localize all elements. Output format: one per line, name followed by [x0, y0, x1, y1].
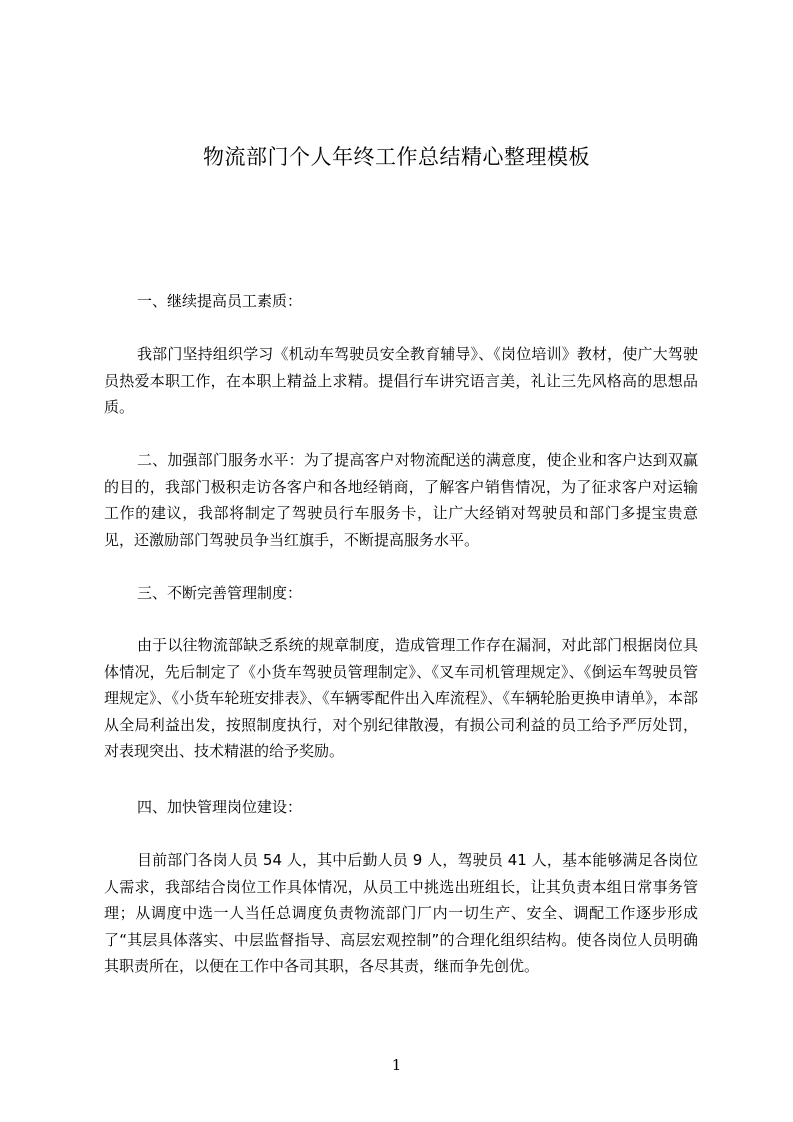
section-3-heading: 三、不断完善管理制度： [137, 584, 303, 602]
section-4-heading: 四、加快管理岗位建设： [137, 798, 303, 816]
document-title: 物流部门个人年终工作总结精心整理模板 [203, 145, 590, 169]
section-3-body: 由于以往物流部缺乏系统的规章制度，造成管理工作存在漏洞，对此部门根据岗位具体情况，先后制定了《小货车驾驶员管理制定》、《叉车司机管理规定》、《倒运车驾驶员管理规定》、《小货车轮班安排表》、《车辆零配件出入库流程》、《车辆轮胎更换申请单》，本部从全局利益出发，按照制度执行，对个别纪律散漫，有损公司利益的员工给予严厉处罚，对表现突出、技术精湛的给予奖励。 [104, 636, 698, 760]
page-number: 1 [391, 1056, 402, 1074]
section-2-body: 二、加强部门服务水平：为了提高客户对物流配送的满意度，使企业和客户达到双赢的目的，我部门极积走访各客户和各地经销商，了解客户销售情况，为了征求客户对运输工作的建议，我部将制定了驾驶员行车服务卡，让广大经销对驾驶员和部门多提宝贵意见，还激励部门驾驶员争当红旗手，不断提高服务水平。 [104, 451, 698, 549]
section-1-heading: 一、继续提高员工素质： [137, 292, 303, 310]
section-1-body: 我部门坚持组织学习《机动车驾驶员安全教育辅导》、《岗位培训》教材，使广大驾驶员热爱本职工作，在本职上精益上求精。提倡行车讲究语言美，礼让三先风格高的思想品质。 [104, 345, 698, 416]
section-4-body: 目前部门各岗人员 54 人，其中后勤人员 9 人，驾驶员 41 人，基本能够满足各岗位人需求，我部结合岗位工作具体情况，从员工中挑选出班组长，让其负责本组日常事务管理；从调度中选一人当任总调度负责物流部门厂内一切生产、安全、调配工作逐步形成了“其层具体落实、中层监督指导、高层宏观控制”的合理化组织结构。使各岗位人员明确其职责所在，以便在工作中各司其职，各尽其责，继而争先创优。 [104, 851, 698, 975]
